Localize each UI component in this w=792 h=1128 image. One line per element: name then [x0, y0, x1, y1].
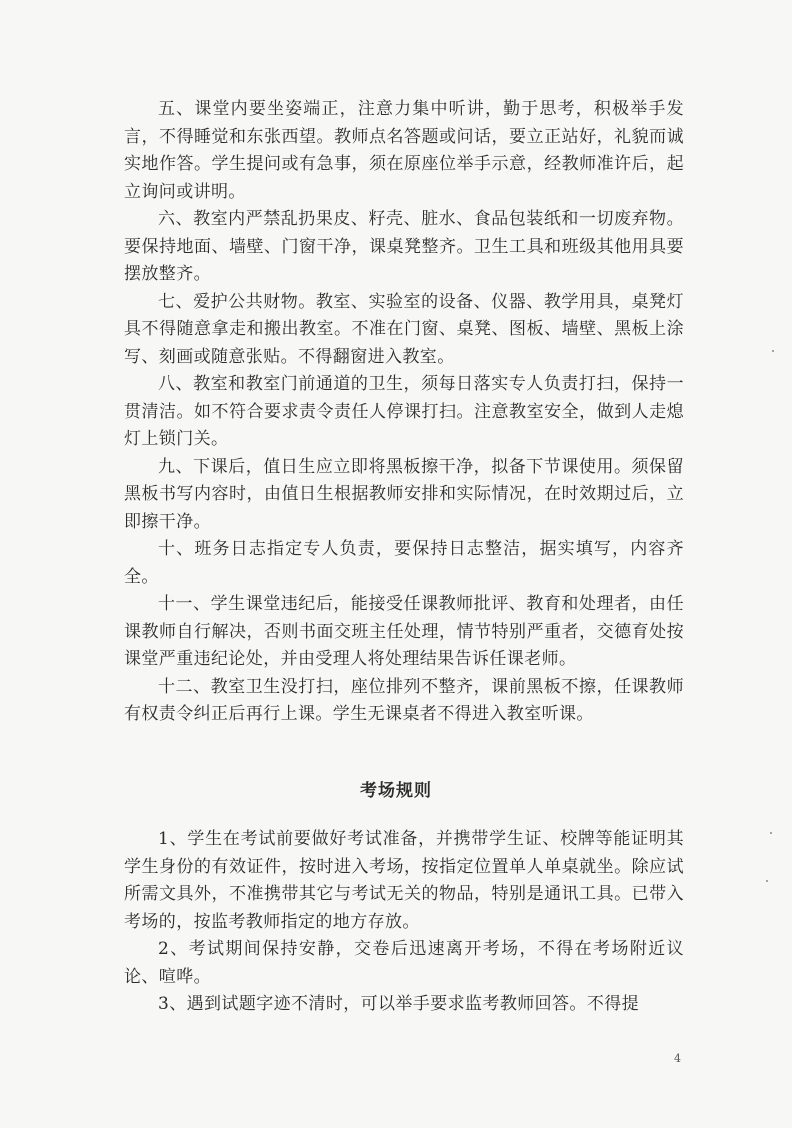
scan-speck	[766, 880, 768, 882]
classroom-rules-section	[124, 96, 684, 729]
rule-paragraph-12: 十二、教室卫生没打扫，座位排列不整齐，课前黑板不擦，任课教师有权责令纠正后再行上课。学生无课桌者不得进入教室听课。	[124, 676, 684, 724]
exam-rule-paragraph-2: 2、考试期间保持安静，交卷后迅速离开考场，不得在考场附近议论、喧哗。	[124, 939, 684, 987]
rule-paragraph-9: 九、下课后，值日生应立即将黑板擦干净，拟备下节课使用。须保留黑板书写内容时，由值日生根据教师安排和实际情况，在时效期过后，立即擦干净。	[124, 456, 684, 532]
rule-paragraph-5: 五、课堂内要坐姿端正，注意力集中听讲，勤于思考，积极举手发言，不得睡觉和东张西望。教师点名答题或问话，要立正站好，礼貌而诚实地作答。学生提问或有急事，须在原座位举手示意，经教师准许后，起立询问或讲明。	[124, 99, 684, 202]
exam-rules-section	[124, 826, 684, 1019]
exam-rule-paragraph-1: 1、学生在考试前要做好考试准备，并携带学生证、校牌等能证明其学生身份的有效证件，按时进入考场，按指定位置单人单桌就坐。除应试所需文具外，不准携带其它与考试无关的物品，特别是通讯工具。已带入考场的，按监考教师指定的地方存放。	[124, 829, 684, 932]
rule-paragraph-6: 六、教室内严禁乱扔果皮、籽壳、脏水、食品包装纸和一切废弃物。要保持地面、墙壁、门窗干净，课桌凳整齐。卫生工具和班级其他用具要摆放整齐。	[124, 209, 684, 284]
scan-speck	[772, 350, 774, 352]
rule-paragraph-10: 十、班务日志指定专人负责，要保持日志整洁，据实填写，内容齐全。	[124, 539, 684, 587]
scan-speck	[770, 832, 772, 834]
rule-paragraph-8: 八、教室和教室门前通道的卫生，须每日落实专人负责打扫，保持一贯清洁。如不符合要求责令责任人停课打扫。注意教室安全，做到人走熄灯上锁门关。	[124, 374, 684, 449]
rule-paragraph-11: 十一、学生课堂违纪后，能接受任课教师批评、教育和处理者，由任课教师自行解决，否则书面交班主任处理，情节特别严重者，交德育处按课堂严重违纪论处，并由受理人将处理结果告诉任课老师。	[124, 594, 684, 669]
rule-paragraph-7: 七、爱护公共财物。教室、实验室的设备、仪器、教学用具，桌凳灯具不得随意拿走和搬出教室。不准在门窗、桌凳、图板、墙壁、黑板上涂写、刻画或随意张贴。不得翻窗进入教室。	[124, 291, 684, 367]
page-number: 4	[674, 1052, 681, 1065]
exam-rules-heading: 考场规则	[360, 781, 432, 801]
exam-rule-paragraph-3: 3、遇到试题字迹不清时，可以举手要求监考教师回答。不得提	[158, 994, 640, 1014]
